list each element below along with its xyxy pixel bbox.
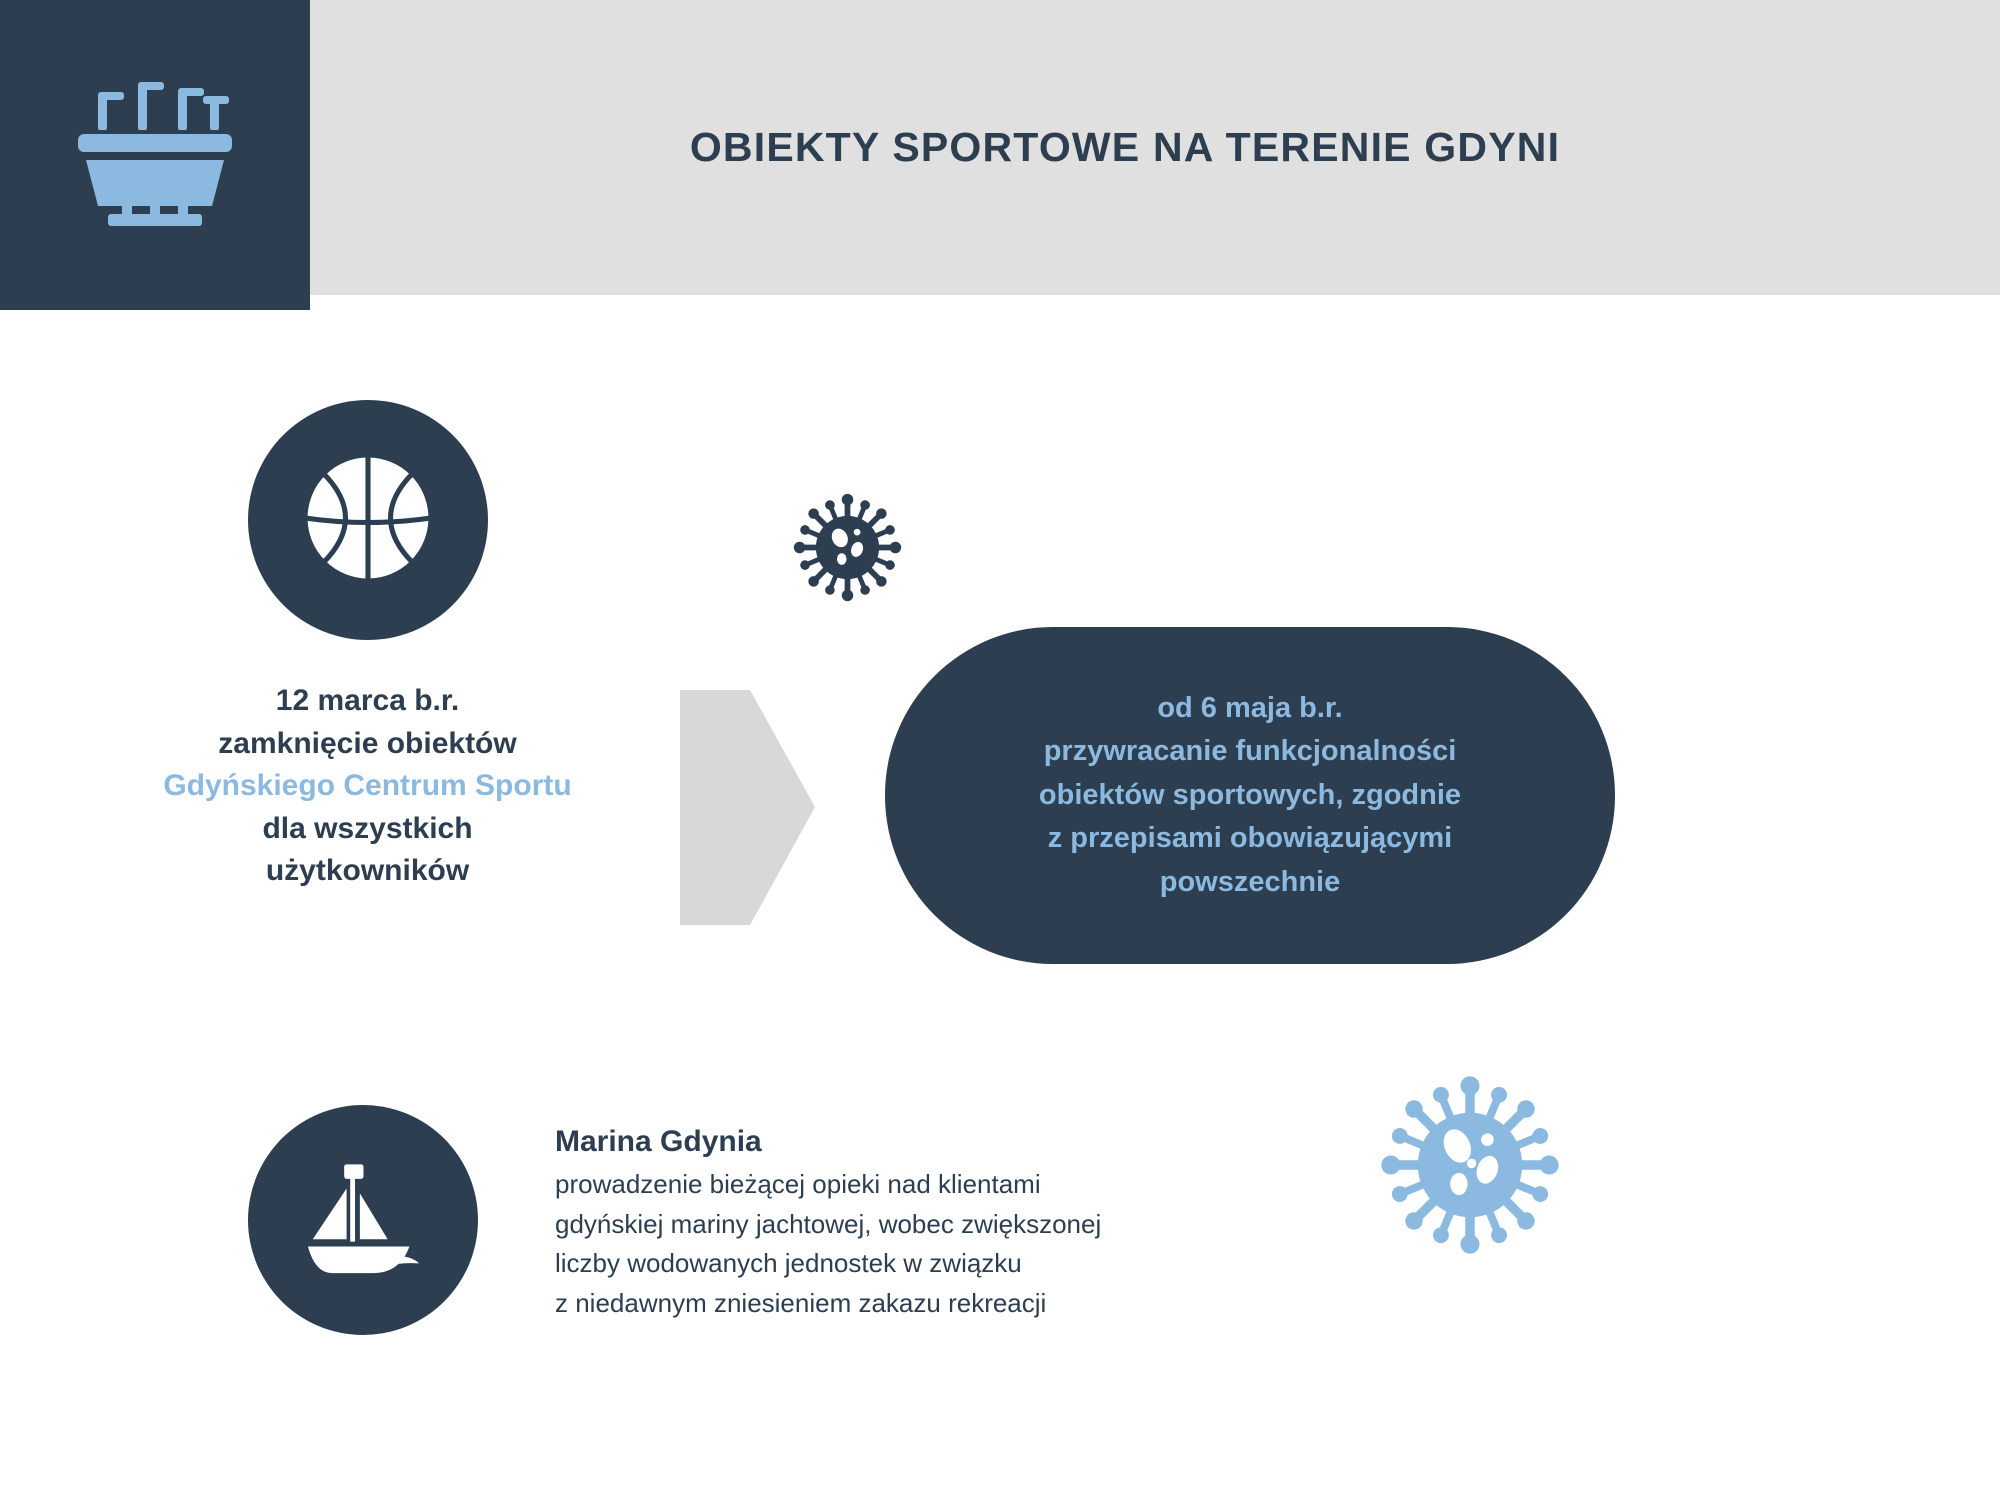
panel-line-4: z przepisami obowiązującymi [1047, 822, 1453, 855]
basketball-icon [293, 443, 443, 598]
stadium-icon [70, 78, 240, 233]
sailboat-icon-container [248, 1105, 478, 1335]
page-title: OBIEKTY SPORTOWE NA TERENIE GDYNI [689, 124, 1561, 170]
panel-line-3: obiektów sportowych, zgodnie [1038, 778, 1462, 811]
closure-line-4: dla wszystkich [262, 811, 473, 845]
marina-body [555, 1165, 1455, 1323]
marina-line-4: z niedawnym zniesieniem zakazu rekreacji [555, 1287, 1047, 1318]
marina-line-2: gdyńskiej mariny jachtowej, wobec zwiększonej [555, 1208, 1102, 1239]
closure-line-5: użytkowników [265, 854, 470, 888]
marina-line-1: prowadzenie bieżącej opieki nad klientami [555, 1169, 1041, 1199]
virus-icon [790, 490, 905, 610]
closure-text-block [60, 680, 675, 893]
panel-line-5: powszechnie [1159, 865, 1341, 898]
closure-line-3-highlight: Gdyńskiego Centrum Sportu [163, 769, 572, 803]
panel-line-1: od 6 maja b.r. [1157, 691, 1343, 724]
sailboat-icon [291, 1145, 436, 1295]
panel-line-2: przywracanie funkcjonalności [1043, 735, 1457, 768]
arrow-right-icon [680, 690, 815, 930]
marina-line-3: liczby wodowanych jednostek w związku [555, 1248, 1022, 1279]
marina-text-block [555, 1125, 1455, 1323]
reopening-panel [885, 627, 1615, 964]
logo-container [0, 0, 310, 310]
basketball-icon-container [248, 400, 488, 640]
marina-title: Marina Gdynia [555, 1125, 762, 1158]
header [0, 0, 2000, 295]
closure-line-2: zamknięcie obiektów [218, 726, 517, 760]
closure-line-1: 12 marca b.r. [275, 684, 460, 717]
